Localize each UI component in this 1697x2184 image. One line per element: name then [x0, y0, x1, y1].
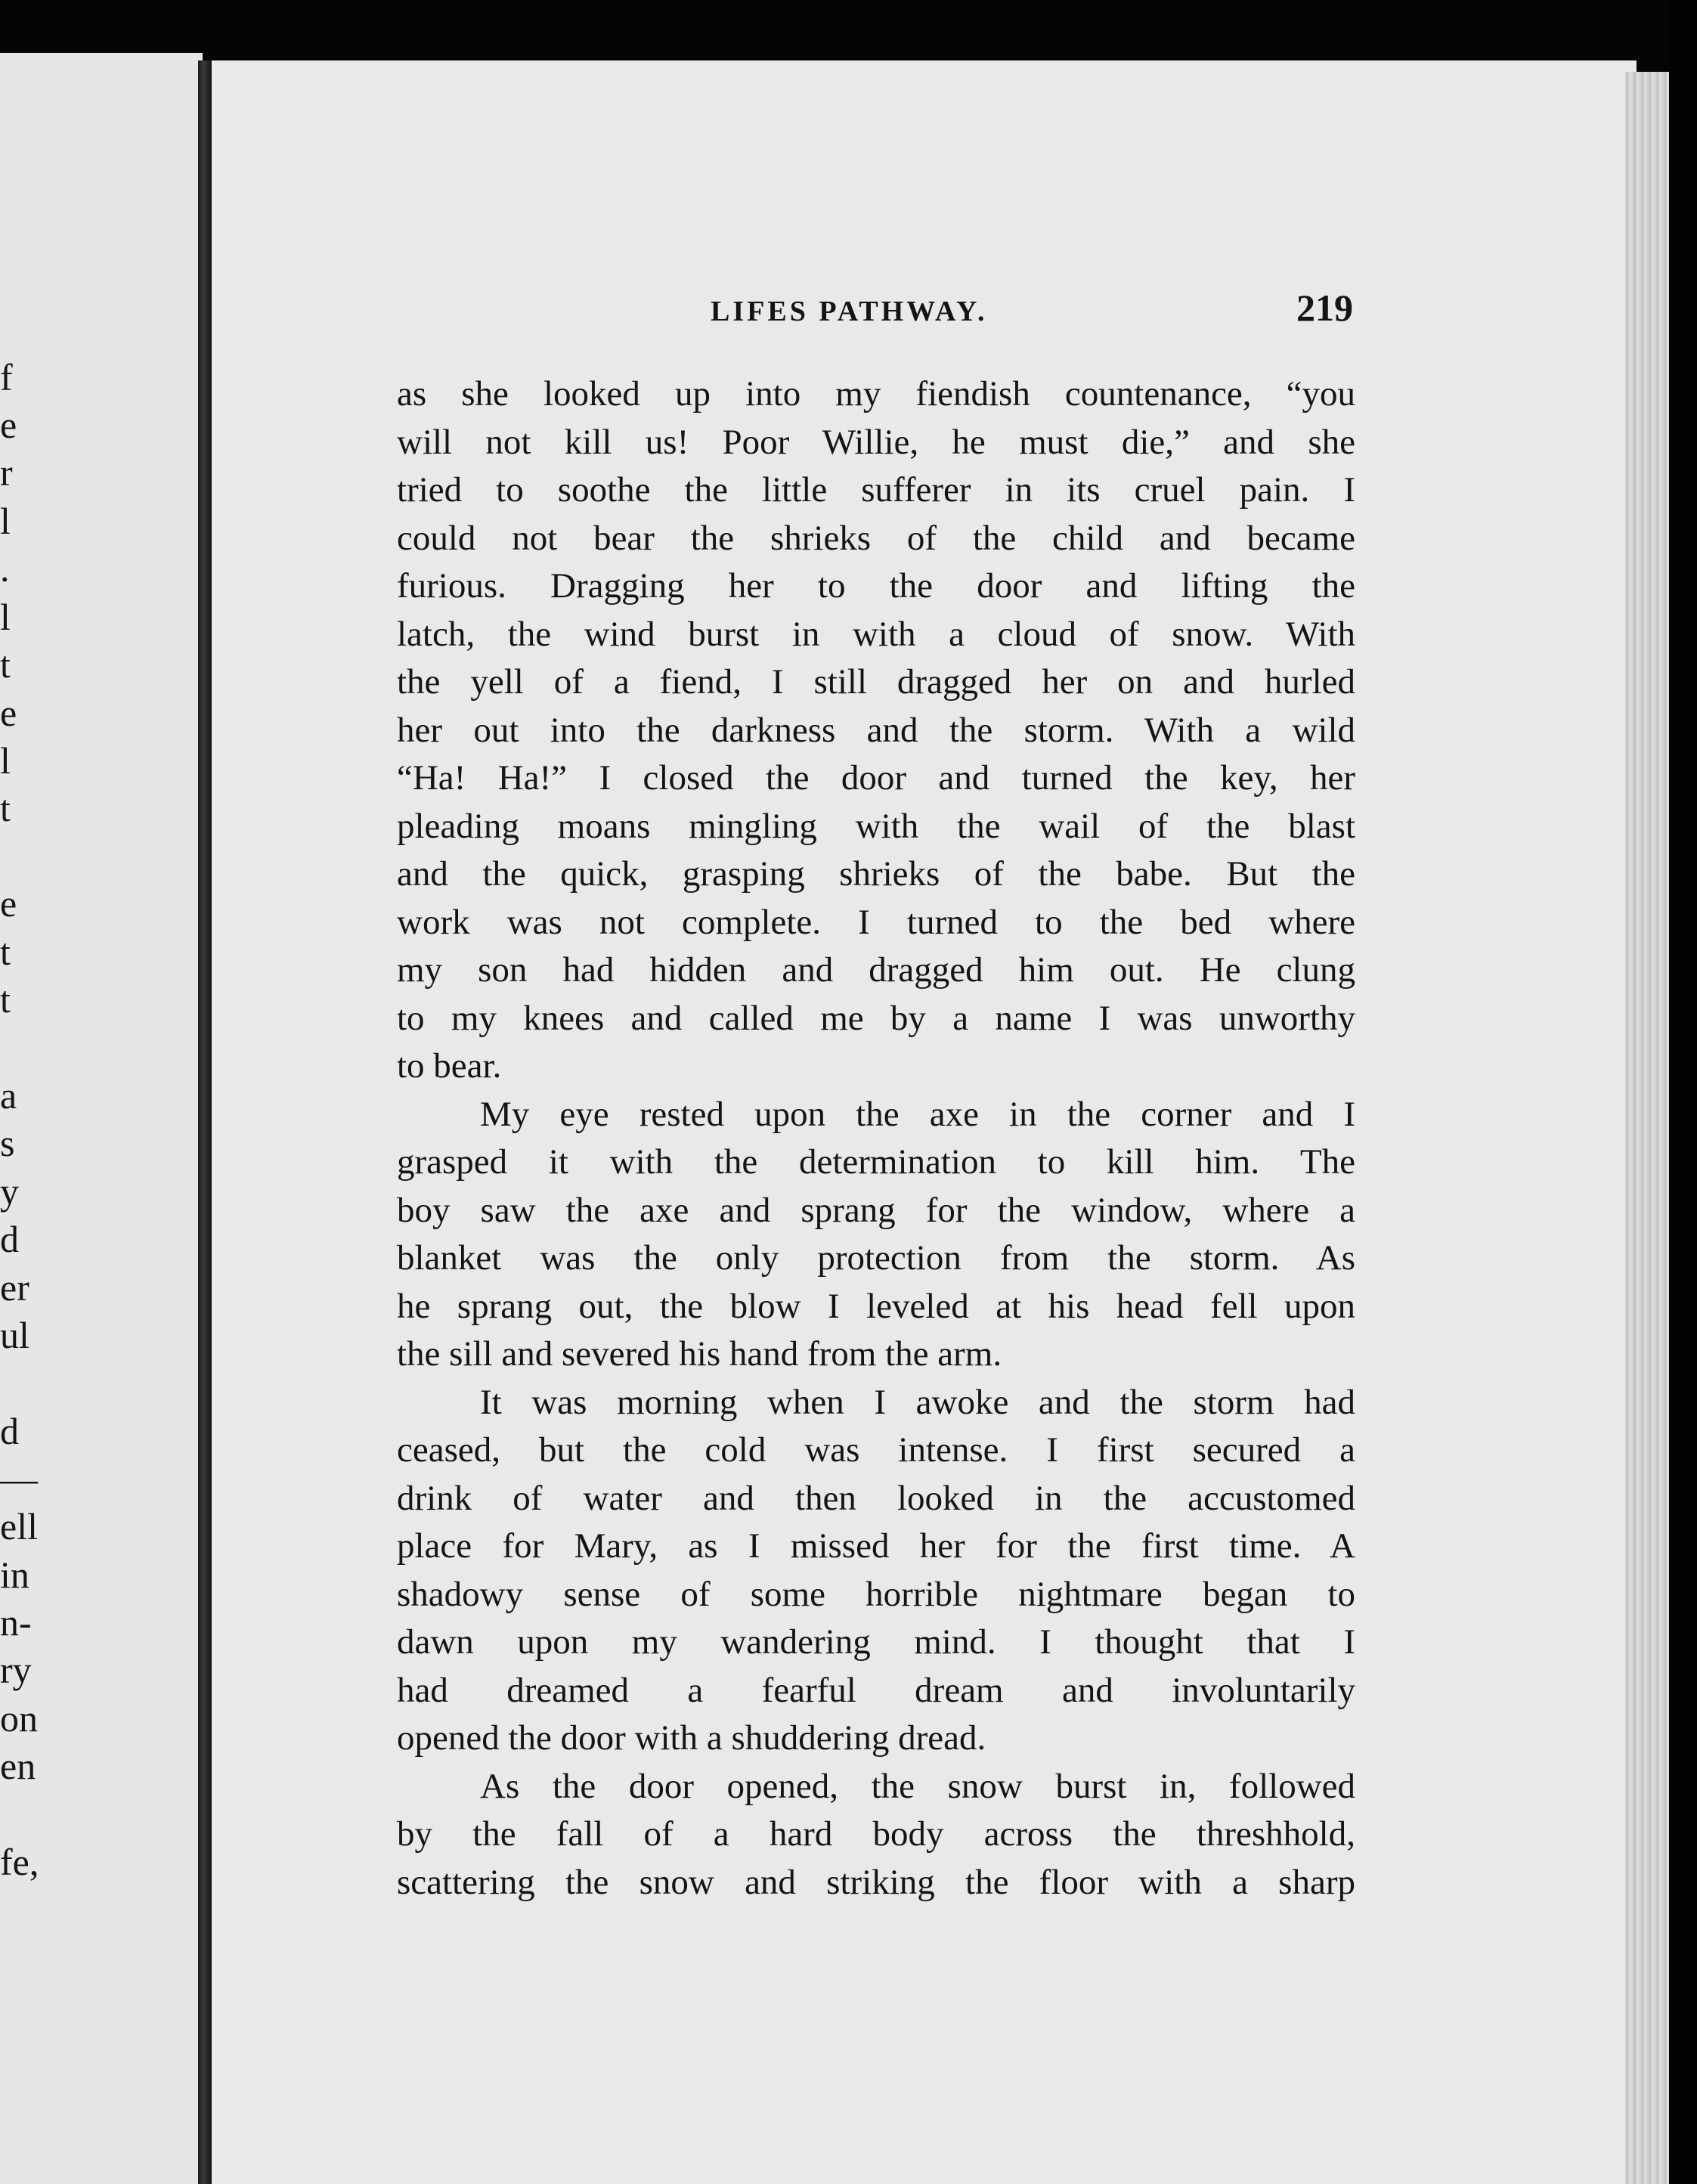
previous-page-fragment: y — [0, 1170, 19, 1213]
previous-page-fragment: e — [0, 692, 17, 734]
previous-page-fragment: r — [0, 451, 13, 494]
text-line: opened the door with a shuddering dread. — [397, 1718, 986, 1758]
text-line: drink of water and then looked in the accustomed — [397, 1478, 1355, 1518]
text-line: could not bear the shrieks of the child and became — [397, 518, 1355, 558]
text-line: “Ha! Ha!” I closed the door and turned the key, her — [397, 758, 1355, 798]
previous-page-fragment: l — [0, 739, 11, 782]
previous-page-fragment: s — [0, 1122, 15, 1164]
previous-page-fragment: fe, — [0, 1841, 39, 1883]
text-line: my son had hidden and dragged him out. He clung — [397, 950, 1355, 990]
text-line: to bear. — [397, 1046, 502, 1086]
text-line: pleading moans mingling with the wail of the blast — [397, 806, 1355, 846]
previous-page-fragment: ell — [0, 1505, 38, 1547]
previous-page-fragment: e — [0, 404, 17, 446]
text-line: As the door opened, the snow burst in, followed — [480, 1766, 1355, 1806]
text-line: he sprang out, the blow I leveled at his head fell upon — [397, 1286, 1355, 1326]
previous-page-fragment: on — [0, 1697, 38, 1739]
text-line: boy saw the axe and sprang for the window, where a — [397, 1190, 1355, 1230]
page-header — [397, 286, 1353, 339]
page-number: 219 — [1296, 287, 1353, 329]
text-line: place for Mary, as I missed her for the first time. A — [397, 1526, 1355, 1566]
text-line: work was not complete. I turned to the bed where — [397, 902, 1355, 942]
previous-page-fragment: t — [0, 643, 11, 686]
previous-page-fragment: t — [0, 978, 11, 1021]
previous-page-fragment: d — [0, 1410, 19, 1452]
text-line: to my knees and called me by a name I was unworthy — [397, 998, 1355, 1038]
text-line: blanket was the only protection from the storm. As — [397, 1238, 1355, 1278]
text-line: ceased, but the cold was intense. I first secured a — [397, 1430, 1355, 1470]
text-line: shadowy sense of some horrible nightmare began to — [397, 1574, 1355, 1614]
running-title: LIFES PATHWAY. — [711, 296, 988, 327]
text-line: as she looked up into my fiendish countenance, “you — [397, 374, 1355, 414]
text-line: furious. Dragging her to the door and lifting the — [397, 566, 1355, 606]
previous-page-fragment: ry — [0, 1649, 32, 1691]
text-line: dawn upon my wandering mind. I thought that I — [397, 1622, 1355, 1662]
previous-page-fragment: t — [0, 787, 11, 829]
previous-page-fragment: . — [0, 547, 10, 590]
scan-border — [1669, 0, 1697, 2184]
text-line: had dreamed a fearful dream and involuntarily — [397, 1670, 1355, 1710]
previous-page — [0, 53, 203, 2184]
page-edges — [1625, 72, 1669, 2184]
text-line: by the fall of a hard body across the threshhold, — [397, 1814, 1355, 1854]
previous-page-line-endings — [0, 53, 60, 2184]
previous-page-fragment: l — [0, 596, 11, 638]
previous-page-fragment: in — [0, 1554, 29, 1596]
previous-page-fragment: en — [0, 1745, 36, 1787]
previous-page-fragment: l — [0, 500, 11, 542]
previous-page-fragment: a — [0, 1074, 17, 1117]
previous-page-fragment: er — [0, 1266, 29, 1309]
book-gutter — [198, 60, 212, 2184]
text-line: latch, the wind burst in with a cloud of snow. With — [397, 614, 1355, 654]
previous-page-fragment: — — [0, 1458, 38, 1500]
text-line: My eye rested upon the axe in the corner and I — [480, 1094, 1355, 1134]
previous-page-fragment: t — [0, 931, 11, 973]
previous-page-fragment: ul — [0, 1314, 29, 1356]
text-line: grasped it with the determination to kill him. The — [397, 1142, 1355, 1182]
text-line: the yell of a fiend, I still dragged her on and hurled — [397, 662, 1355, 702]
text-line: scattering the snow and striking the floor with a sharp — [397, 1862, 1355, 1902]
previous-page-fragment: d — [0, 1218, 19, 1260]
text-line: the sill and severed his hand from the arm. — [397, 1334, 1002, 1374]
previous-page-fragment: f — [0, 356, 13, 398]
text-line: It was morning when I awoke and the storm had — [480, 1382, 1355, 1422]
text-line: her out into the darkness and the storm. With a wild — [397, 710, 1355, 750]
text-line: and the quick, grasping shrieks of the babe. But the — [397, 854, 1355, 894]
text-line: will not kill us! Poor Willie, he must die,” and she — [397, 422, 1355, 462]
text-line: tried to soothe the little sufferer in its cruel pain. I — [397, 470, 1355, 510]
previous-page-fragment: n- — [0, 1601, 32, 1643]
previous-page-fragment: e — [0, 882, 17, 925]
body-text — [397, 370, 1355, 1907]
